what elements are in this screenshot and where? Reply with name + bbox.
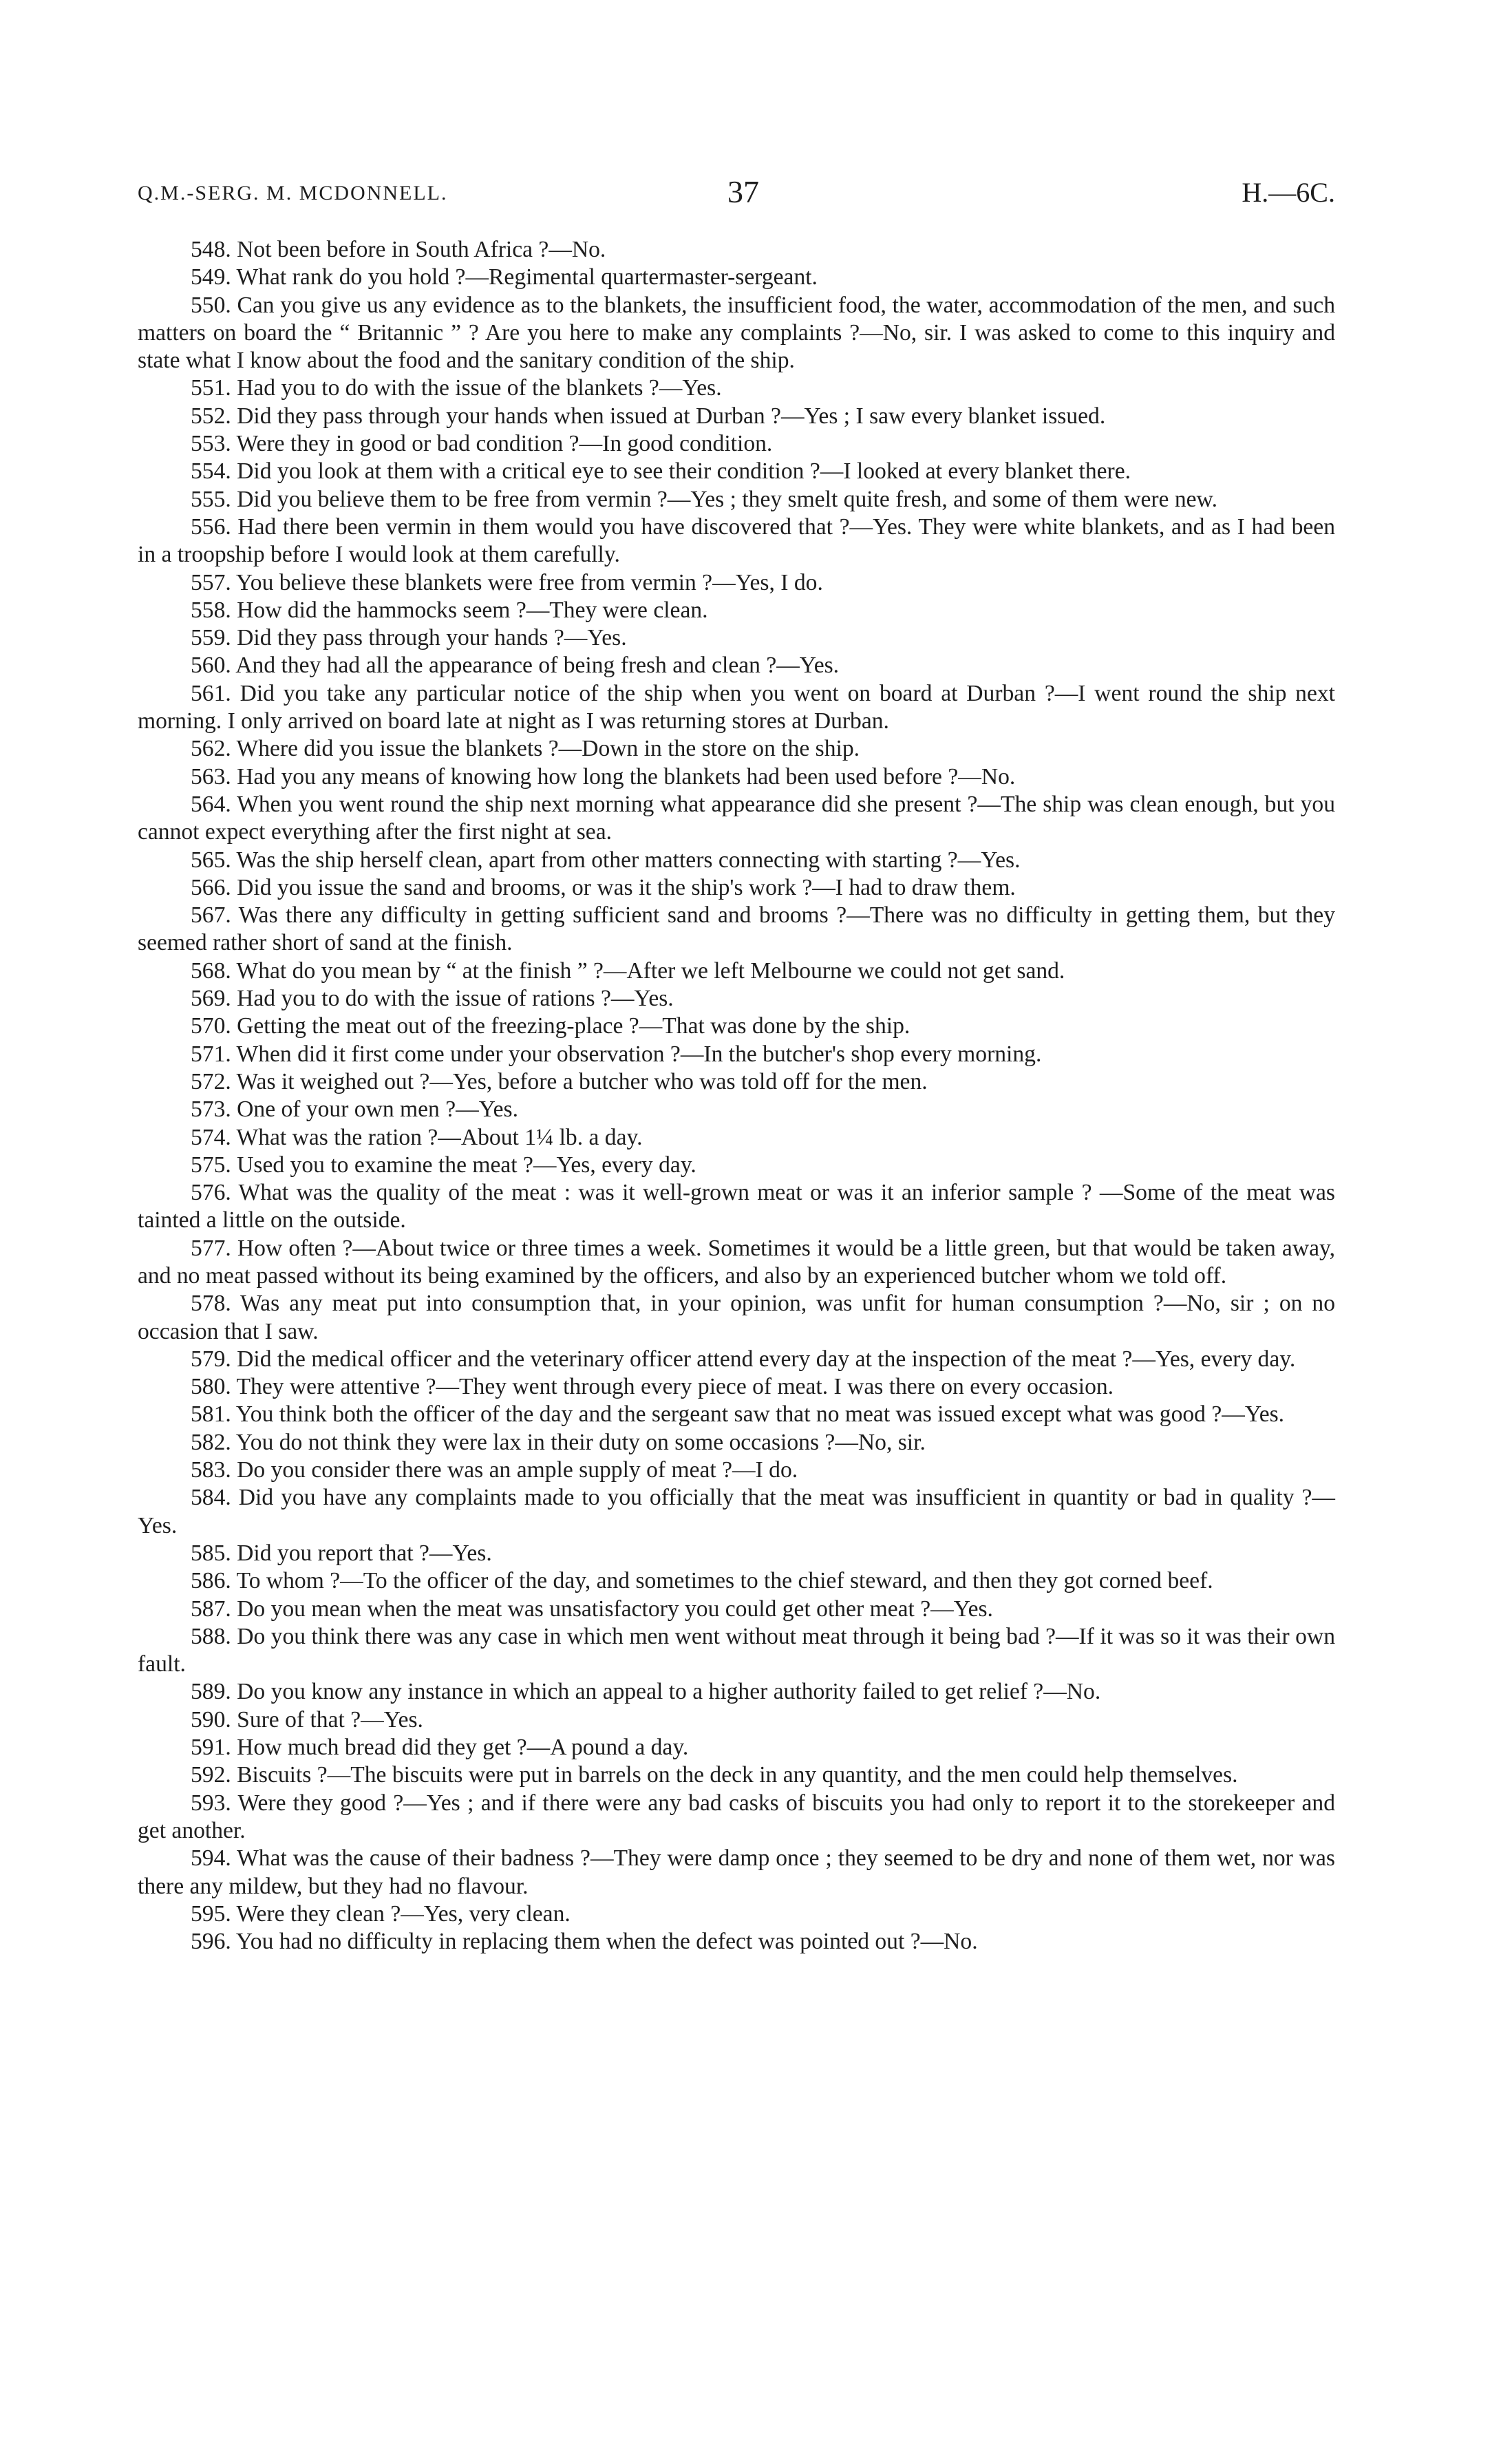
question-answer-paragraph: 558. How did the hammocks seem ?—They were clean. — [191, 597, 708, 623]
question-answer-paragraph: 557. You believe these blankets were free from vermin ?—Yes, I do. — [191, 569, 823, 595]
question-answer-paragraph: 591. How much bread did they get ?—A pound a day. — [191, 1735, 689, 1761]
question-answer-paragraph: 559. Did they pass through your hands ?—Yes. — [191, 625, 627, 651]
question-answer-paragraph: 572. Was it weighed out ?—Yes, before a butcher who was told off for the men. — [191, 1068, 928, 1094]
question-answer-paragraph: 586. To whom ?—To the officer of the day, and sometimes to the chief steward, and then they got corned beef. — [191, 1568, 1213, 1594]
witness-name-header: Q.M.-SERG. M. MCDONNELL. — [138, 182, 448, 204]
question-answer-paragraph: 596. You had no difficulty in replacing them when the defect was pointed out ?—No. — [191, 1929, 978, 1955]
question-answer-paragraph: 567. Was there any difficulty in getting sufficient sand and brooms ?—There was no difficulty in getting them, but they seemed rather short of sand at the finish. — [138, 902, 1335, 956]
question-answer-paragraph: 550. Can you give us any evidence as to the blankets, the insufficient food, the water, accommodation of the men, and such matters on board the “ Britannic ” ? Are you here to make any complaints ?—No, sir. I was asked to come to this inquiry and state what I know about the food and the sanitary condition of the ship. — [138, 292, 1335, 374]
question-answer-paragraph: 590. Sure of that ?—Yes. — [191, 1706, 423, 1733]
question-answer-paragraph: 573. One of your own men ?—Yes. — [191, 1097, 518, 1123]
question-answer-paragraph: 576. What was the quality of the meat : was it well-grown meat or was it an inferior sample ? —Some of the meat was tainted a little on the outside. — [138, 1180, 1335, 1233]
question-answer-paragraph: 565. Was the ship herself clean, apart from other matters connecting with starting ?—Yes. — [191, 847, 1021, 873]
question-answer-paragraph: 564. When you went round the ship next morning what appearance did she present ?—The ship was clean enough, but you cannot expect everything after the first night at sea. — [138, 791, 1335, 845]
question-answer-paragraph: 562. Where did you issue the blankets ?—Down in the store on the ship. — [191, 736, 860, 762]
question-answer-paragraph: 575. Used you to examine the meat ?—Yes, every day. — [191, 1152, 696, 1178]
question-answer-paragraph: 595. Were they clean ?—Yes, very clean. — [191, 1900, 571, 1927]
question-answer-paragraph: 594. What was the cause of their badness ?—They were damp once ; they seemed to be dry and none of them wet, nor was there any mildew, but they had no flavour. — [138, 1845, 1335, 1899]
question-answer-paragraph: 593. Were they good ?—Yes ; and if there were any bad casks of biscuits you had only to report it to the storekeeper and get another. — [138, 1790, 1335, 1843]
question-answer-paragraph: 577. How often ?—About twice or three times a week. Sometimes it would be a little green, but that would be taken away, and no meat passed without its being examined by the officers, and also by an experienced butcher whom we told off. — [138, 1235, 1335, 1289]
question-answer-paragraph: 585. Did you report that ?—Yes. — [191, 1540, 492, 1566]
question-answer-paragraph: 580. They were attentive ?—They went through every piece of meat. I was there on every occasion. — [191, 1374, 1114, 1400]
question-answer-paragraph: 583. Do you consider there was an ample supply of meat ?—I do. — [191, 1457, 798, 1483]
question-answer-paragraph: 560. And they had all the appearance of being fresh and clean ?—Yes. — [191, 653, 840, 679]
question-answer-paragraph: 584. Did you have any complaints made to you officially that the meat was insufficient in quantity or bad in quality ?—Yes. — [138, 1485, 1335, 1538]
running-header — [138, 173, 1335, 208]
question-answer-paragraph: 589. Do you know any instance in which an appeal to a higher authority failed to get relief ?—No. — [191, 1679, 1101, 1705]
question-answer-paragraph: 548. Not been before in South Africa ?—No. — [191, 237, 606, 262]
question-answer-paragraph: 570. Getting the meat out of the freezing-place ?—That was done by the ship. — [191, 1013, 911, 1039]
page-number: 37 — [727, 174, 759, 209]
question-answer-paragraph: 563. Had you any means of knowing how long the blankets had been used before ?—No. — [191, 763, 1016, 790]
question-answer-paragraph: 579. Did the medical officer and the veterinary officer attend every day at the inspection of the meat ?—Yes, every day. — [191, 1346, 1296, 1372]
question-answer-paragraph: 588. Do you think there was any case in which men went without meat through it being bad ?—If it was so it was their own fault. — [138, 1623, 1335, 1677]
question-answer-paragraph: 561. Did you take any particular notice of the ship when you went on board at Durban ?—I went round the ship next morning. I only arrived on board late at night as I was returning stores at Durban. — [138, 680, 1335, 734]
question-answer-paragraph: 569. Had you to do with the issue of rations ?—Yes. — [191, 986, 674, 1012]
question-answer-paragraph: 566. Did you issue the sand and brooms, or was it the ship's work ?—I had to draw them. — [191, 874, 1016, 900]
question-answer-paragraph: 587. Do you mean when the meat was unsatisfactory you could get other meat ?—Yes. — [191, 1596, 993, 1622]
evidence-text — [138, 236, 1335, 1956]
question-answer-paragraph: 552. Did they pass through your hands when issued at Durban ?—Yes ; I saw every blanket issued. — [191, 403, 1106, 429]
question-answer-paragraph: 551. Had you to do with the issue of the blankets ?—Yes. — [191, 375, 722, 401]
question-answer-paragraph: 553. Were they in good or bad condition ?—In good condition. — [191, 431, 773, 457]
question-answer-paragraph: 574. What was the ration ?—About 1¼ lb. a day. — [191, 1124, 643, 1150]
question-answer-paragraph: 556. Had there been vermin in them would you have discovered that ?—Yes. They were white blankets, and as I had been in a troopship before I would look at them carefully. — [138, 513, 1335, 568]
question-answer-paragraph: 549. What rank do you hold ?—Regimental quartermaster-sergeant. — [191, 264, 818, 290]
paper-reference: H.—6C. — [1242, 177, 1335, 208]
question-answer-paragraph: 581. You think both the officer of the day and the sergeant saw that no meat was issued except what was good ?—Yes. — [191, 1401, 1285, 1428]
question-answer-paragraph: 554. Did you look at them with a critical eye to see their condition ?—I looked at every blanket there. — [191, 458, 1131, 485]
question-answer-paragraph: 578. Was any meat put into consumption that, in your opinion, was unfit for human consumption ?—No, sir ; on no occasion that I saw. — [138, 1291, 1335, 1344]
question-answer-paragraph: 571. When did it first come under your observation ?—In the butcher's shop every morning. — [191, 1041, 1042, 1067]
question-answer-paragraph: 582. You do not think they were lax in their duty on some occasions ?—No, sir. — [191, 1429, 926, 1455]
question-answer-paragraph: 568. What do you mean by “ at the finish ” ?—After we left Melbourne we could not get sand. — [191, 957, 1065, 984]
question-answer-paragraph: 592. Biscuits ?—The biscuits were put in barrels on the deck in any quantity, and the men could help themselves. — [191, 1762, 1238, 1788]
question-answer-paragraph: 555. Did you believe them to be free from vermin ?—Yes ; they smelt quite fresh, and some of them were new. — [191, 486, 1217, 512]
